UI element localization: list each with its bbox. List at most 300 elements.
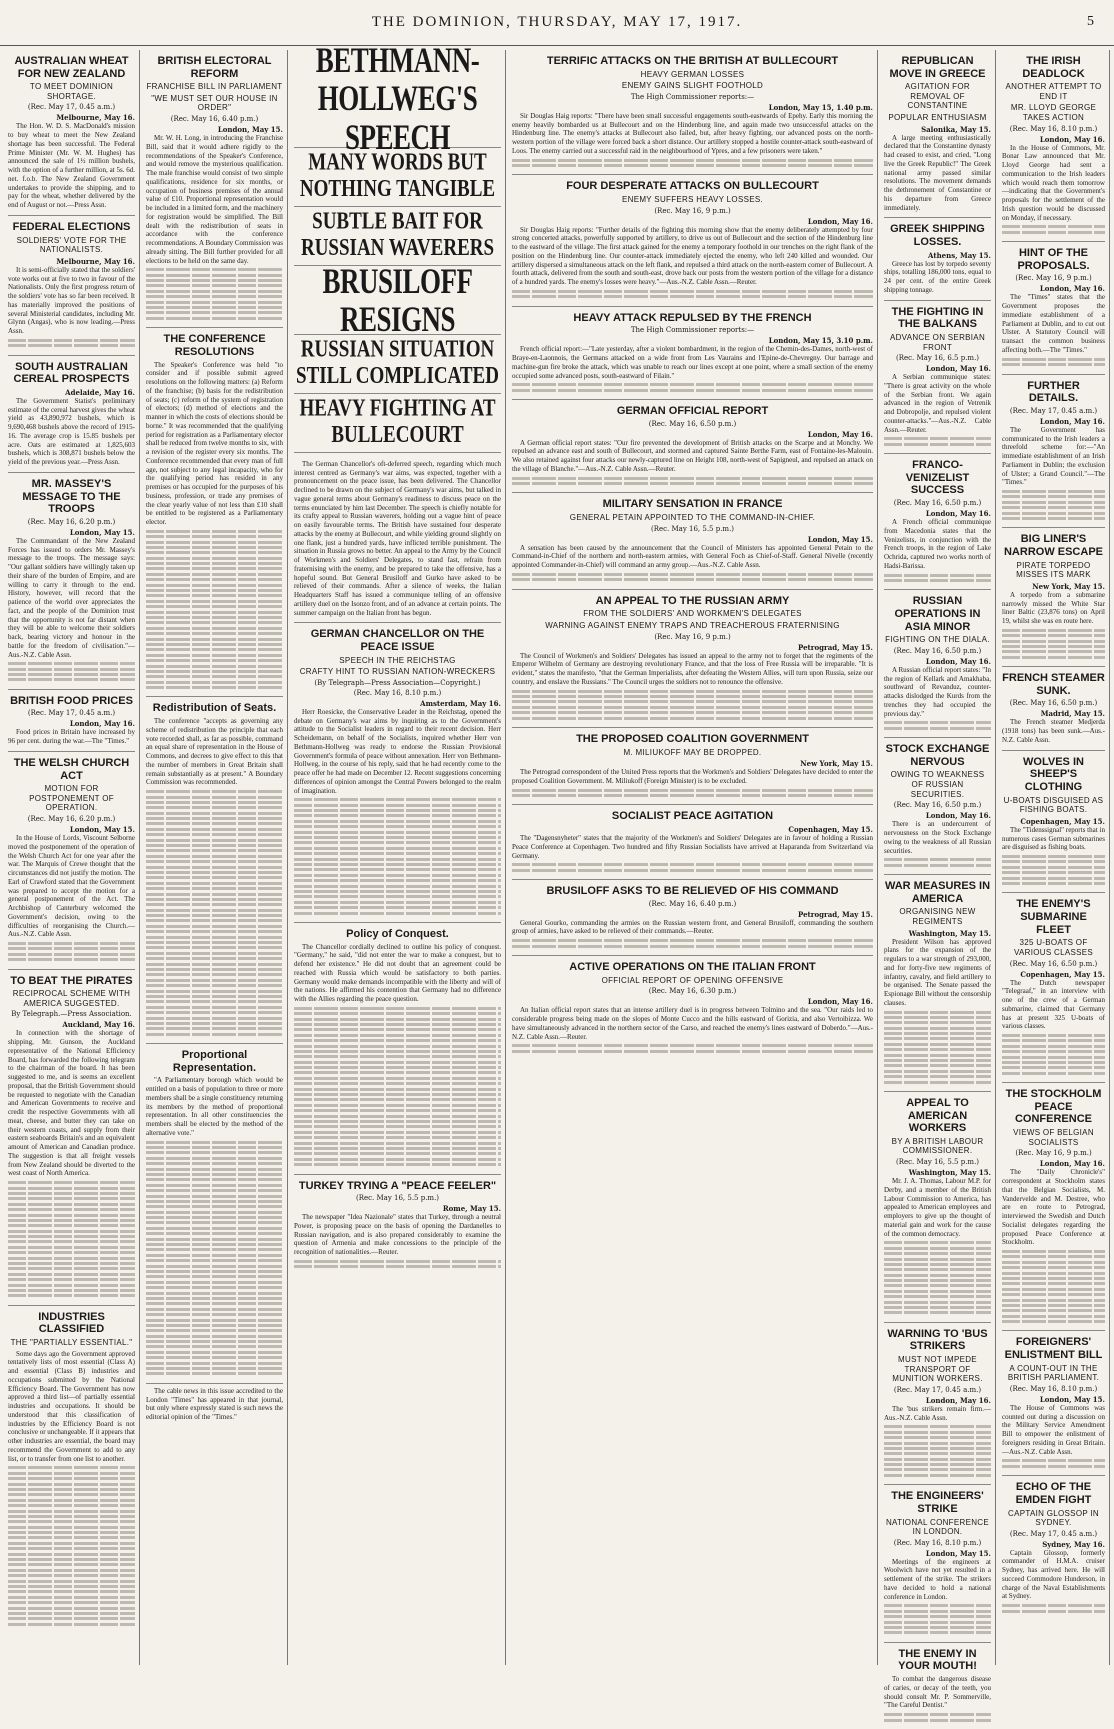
text-continuation [884,574,991,582]
article-subheadline: POPULAR ENTHUSIASM [888,113,987,123]
text-continuation [884,437,991,445]
article-subheadline: MR. LLOYD GEORGE TAKES ACTION [1010,103,1097,123]
article [512,805,873,880]
article-text: Sir Douglas Haig reports: "Further details of the fighting this morning show that the enemy deliberately attempted by four strong concerted attacks, powerfully supported by artillery, to drive us out of Bullecourt and the section of the Hindenburg line to the eastward of the village. The first attack gained for the enemy a temporary foothold in our trenches on the right flank of the position on the Hindenburg line. Our counter-attack immediately ejected the enemy, who left 240 killed and wounded. Our artillery dispersed a simultaneous attack on the left flank, and repulsed a third attack on the north-eastern corner of Bullecourt. A fourth attack, delivered from the south and south-east, drove back our posts from the western portion of the village for a distance of a hundred yards. The enemy's losses were heavy."—Aus.-N.Z. Cable Assn.—Reuter. [512,225,873,287]
article-subheadline: 325 U-BOATS OF VARIOUS CLASSES [1013,938,1094,957]
dateline: The High Commissioner reports:— [630,92,755,101]
column-3-lead [290,39,506,1665]
article [884,1323,991,1485]
text-continuation [512,863,873,871]
place-dateline: London, May 15, 1.40 p.m. [768,102,873,112]
article-headline: HINT OF THE PROPOSALS. [1017,247,1090,272]
lead-headline-3: SUBTLE BAIT FOR RUSSIAN WAVERERS [300,208,495,261]
text-continuation [1002,358,1105,366]
text-continuation [1002,1459,1105,1467]
dateline: (Rec. May 16, 9 p.m.) [654,632,731,641]
text-continuation [146,530,283,689]
place-dateline: Petrograd, May 15. [798,909,873,919]
article [146,1384,283,1427]
dateline: (Rec. May 16, 6.5 p.m.) [895,354,980,363]
lead-summary [294,457,501,624]
article [8,970,135,1306]
article [146,328,283,697]
article-text: The Petrograd correspondent of the United Press reports that the Workmen's and Soldiers' Delegates have decided to enter the proposed Coalition Government. M. Miliukoff (Foreign Minister) is to be excluded. [512,768,873,785]
article-text: Captain Glossop, formerly commander of H.M.A. cruiser Sydney, has arrived here. He will succeed Commodore Hunderson, in charge of the Naval Establishments at Sydney. [1002,1548,1105,1601]
text-continuation [512,383,873,391]
text-continuation [884,1241,991,1314]
article-subheadline: SOLDIERS' VOTE FOR THE NATIONALISTS. [16,235,127,255]
article-text: There is an undercurrent of nervousness on the Stock Exchange owing to the weakness of all Russian securities. [884,820,991,855]
dateline: (Rec. May 16, 6.50 p.m.) [893,646,982,655]
article-text: An Italian official report states that an intense artillery duel is in progress between Tolmino and the sea. "Our raids led to considerable progress being made on the slopes of Monte Cucco and the hills eastward of Gorizia, and also Vertoibizza. We have simultaneously advanced in the northern sector of the Carso, and reached the enemy's lines eastward of Doberdo."—Aus.-N.Z. Cable Assn.—Reuter. [512,1006,873,1041]
place-dateline: Petrograd, May 15. [798,642,873,652]
page-number: 5 [1087,14,1094,29]
article-headline: BRUSILOFF ASKS TO BE RELIEVED OF HIS COMMAND [546,885,839,898]
place-dateline: London, May 15. [69,527,135,537]
text-continuation [512,573,873,581]
article-subheadline: ADVANCE ON SERBIAN FRONT [889,332,986,352]
dateline: (Rec. May 16, 6.20 p.m.) [27,815,116,824]
article [8,50,135,216]
text-continuation [884,1713,991,1721]
text-continuation [1002,490,1105,520]
article-text: The Government Statist's preliminary estimate of the cereal harvest gives the wheat yield as 43,890,972 bushels, which is 9,690,468 bushels above the record of 1915-16. The average crop is 15.85 bushels per acre. Oats are estimated at 1,825,603 bushels, which is 308,871 bushels below the yield of the previous year.—Press Assn. [8,396,135,467]
article [512,175,873,306]
article [884,301,991,455]
article [8,752,135,970]
place-dateline: New York, May 15. [800,759,873,769]
article [884,738,991,875]
article [294,623,501,923]
article-headline: FEDERAL ELECTIONS [12,220,131,233]
article-subheadline: OWING TO WEAKNESS OF RUSSIAN SECURITIES. [890,770,985,799]
article [512,956,873,1060]
article-headline: WARNING TO 'BUS STRIKERS [887,1327,988,1353]
column-1 [4,50,140,1665]
article-headline: BRITISH FOOD PRICES [10,694,133,707]
dateline: (Rec. May 16, 6.30 p.m.) [648,987,737,996]
article-subheadline: ENEMY GAINS SLIGHT FOOTHOLD [621,81,764,91]
lead-headline-6: HEAVY FIGHTING AT BULLECOURT [299,395,496,448]
column-6 [998,50,1110,1665]
article-text: President Wilson has approved plans for the expansion of the regulars to a war strength of 293,000, and for forty-five new regiments of infantry, cavalry, and field artillery to be organised. The Senate passed the Espionage Bill without the censorship clauses. [884,937,991,1007]
place-dateline: New York, May 15. [1032,581,1105,591]
place-dateline: Washington, May 15. [908,1168,991,1178]
place-dateline: London, May 15. [1039,1394,1105,1404]
newspaper-title: THE DOMINION, THURSDAY, MAY 17, 1917. [371,14,743,30]
article-subheadline: RECIPROCAL SCHEME WITH AMERICA SUGGESTED. [12,989,131,1008]
dateline: (Rec. May 17, 0.45 a.m.) [1009,1529,1098,1538]
article-subheadline: CAPTAIN GLOSSOP IN SYDNEY. [1008,1508,1099,1528]
text-continuation [146,268,283,320]
text-continuation [1002,629,1105,659]
article [1002,667,1105,751]
place-dateline: Copenhagen, May 15. [1020,816,1105,826]
article-text: The "Dagensnyheter" states that the majority of the Workmen's and Soldiers' Delegates are in favour of holding a Russian Peace Conference at Copenhagen. Two hundred and fifty Russian Socialists have arrived at Haparanda from Switzerland via Germany. [512,834,873,860]
article-headline: FOREIGNERS' ENLISTMENT BILL [1004,1336,1103,1362]
article-subheadline: "WE MUST SET OUR HOUSE IN ORDER" [151,93,278,113]
text-continuation [146,1141,283,1376]
article-subheadline: M. MILIUKOFF MAY BE DROPPED. [623,747,762,757]
article-text: Greece has lost by torpedo seventy ships, totalling 186,000 tons, equal to 24 per cent. of the entire Greek shipping tonnage. [884,259,991,294]
article-subheadline: MOTION FOR POSTPONEMENT OF OPERATION. [29,784,114,813]
article-text: French official report:—"Late yesterday, after a violent bombardment, in the region of the Chemin-des-Dames, north-west of Braye-en-Laonnois, the Germans attacked on a wide front from Les Vaurains and l'Epine-de-Chevregny. Our barrage and machine-gun fire broke the attack, which was unable to reach our lines except at one point, where a small section of the enemy occupied some advanced posts, south-eastward of Filain." [512,345,873,380]
text-continuation [8,1466,135,1625]
column-5 [880,50,996,1710]
article-headline: GREEK SHIPPING LOSSES. [890,223,985,249]
article [884,875,991,1092]
article-text: "A Parliamentary borough which would be entitled on a basis of population to three or more members shall be a single constituency returning its members by the method of proportional representation. In all other constituencies the members shall be elected by the method of the alternative vote." [146,1076,283,1137]
article-headline: ECHO OF THE EMDEN FIGHT [1015,1481,1092,1506]
article-text: The Hon. W. D. S. MacDonald's mission to buy wheat to meet the New Zealand shortage has been successful. The Federal Prime Minister (Mr. W. M. Hughes) has announced the sale of 1½ million bushels, with the option of a further million, at 5s. 6d. net. f.o.b. The New Zealand Government undertakes to provide the shipping, and to pay for the wheat, whether delivered by the end of August or not.—Press Assn. [8,122,135,210]
article-text: Meetings of the engineers at Woolwich have not yet resulted in a settlement of the strike. The strikers have decided to hold a national conference in London. [884,1557,991,1601]
article-text: The newspaper "Idea Nazionale" states that Turkey, through a neutral Power, is proposing peace on the basis of opening the Dardanelles to Russian navigation, and is also prepared considerably to examine the question of Armenia and make concessions to the principle of the recognition of nationalities.—Reuter. [294,1213,501,1257]
article-text: The "Daily Chronicle's" correspondent at Stockholm states that the Belgian Socialists, M. Vandervelde and M. Destree, who are en route to Petrograd, interviewed the Swedish and Dutch Socialist delegates regarding the proposed Peace Conference at Stockholm. [1002,1168,1105,1247]
article [884,1092,991,1323]
article-headline: AUSTRALIAN WHEAT FOR NEW ZEALAND [14,55,129,80]
masthead [0,0,1114,46]
article-headline: AN APPEAL TO THE RUSSIAN ARMY [595,594,790,607]
place-dateline: London, May 16. [807,216,873,226]
article [1002,50,1105,242]
dateline: (Rec. May 16, 8.10 p.m.) [893,1538,982,1547]
article [884,1643,991,1729]
article-subheadline: HEAVY GERMAN LOSSES [640,69,745,79]
article-headline: WOLVES IN SHEEP'S CLOTHING [1023,755,1084,793]
place-dateline: London, May 16. [1039,284,1105,294]
article-headline: THE ENGINEERS' STRIKE [891,1490,984,1515]
article-headline: FRENCH STEAMER SUNK. [1002,672,1105,697]
place-dateline: Melbourne, May 16. [56,256,135,266]
article-subheadline: SPEECH IN THE REICHSTAG [339,655,456,665]
place-dateline: Athens, May 15. [928,250,991,260]
article-text: It is semi-officially stated that the soldiers' vote works out at five to two in favour of the Nationalists. Only the first progress return of the soldiers' vote has so far been received. It has materially improved the positions of several Ministerial candidates, including Mr. Glynn (Angas), who is now leading.—Press Assn. [8,265,135,336]
text-continuation [884,1011,991,1084]
text-continuation [8,662,135,681]
place-dateline: London, May 16. [807,997,873,1007]
place-dateline: London, May 16. [925,811,991,821]
text-continuation [294,1260,501,1268]
lead-headline-5: RUSSIAN SITUATION STILL COMPLICATED [296,336,499,390]
article-text: A torpedo from a submarine narrowly missed the White Star liner Baltic (23,876 tons) on April 19, whilst she was en route here. [1002,590,1105,626]
place-dateline: London, May 16. [925,509,991,519]
text-continuation [1002,225,1105,233]
dateline: (Rec. May 16, 5.5 p.m.) [895,1158,980,1167]
article-headline: THE FIGHTING IN THE BALKANS [891,305,984,331]
dateline: (Rec. May 17, 0.45 a.m.) [27,709,116,718]
article-text: The Council of Workmen's and Soldiers' Delegates has issued an appeal to the army not to forget that the regiments of the Emperor Wilhelm of Germany are destroying revolutionary France, and that the loss of Free Russia will be irreparable. "It is evident," states the manifesto, "that the German Imperialists, after defeating the Western Allies, will turn upon Russia, seize our country, and enslave the Russians." The Council urges the soldiers not to renounce the offensive. [512,651,873,686]
text-continuation [884,721,991,729]
dateline: (Rec. May 16, 9 p.m.) [1015,274,1092,283]
article [1002,375,1105,529]
text-continuation [8,942,135,961]
dateline: (Rec. May 16, 8.10 p.m.) [1009,1384,1098,1393]
article-text: General Gourko, commanding the armies on the Russian western front, and General Brusiloff, commanding the southern group of armies, have asked to be relieved of their commands.—Reuter. [512,918,873,936]
article-headline: BRITISH ELECTORAL REFORM [157,55,272,80]
article-headline: THE PROPOSED COALITION GOVERNMENT [576,732,809,745]
dateline: (Rec. May 17, 0.45 a.m.) [1009,406,1098,415]
article [884,50,991,218]
place-dateline: Rome, May 15. [442,1204,501,1214]
dateline: (Rec. May 16, 9 p.m.) [654,206,731,215]
article [884,218,991,300]
place-dateline: Madrid, May 15. [1040,709,1105,719]
article-headline: Proportional Representation. [172,1049,257,1074]
article-headline: BIG LINER'S NARROW ESCAPE [1003,533,1103,559]
article [884,590,991,738]
place-dateline: London, May 16. [925,656,991,666]
place-dateline: Washington, May 15. [908,928,991,938]
article-text: A Russian official report states: "In the region of Kellark and Amakhaba, southward of Revanduz, counter-attacks dislodged the Kurds from the trenches they had occupied the previous day." [884,665,991,718]
article-subheadline: VIEWS OF BELGIAN SOCIALISTS [1013,1128,1094,1147]
place-dateline: Salonika, May 15. [921,124,991,134]
place-dateline: Copenhagen, May 15. [1020,969,1105,979]
place-dateline: London, May 16. [69,719,135,729]
article [1002,1476,1105,1620]
article [1002,1331,1105,1476]
article-subheadline: NATIONAL CONFERENCE IN LONDON. [885,1517,990,1537]
article-headline: THE IRISH DEADLOCK [1022,55,1085,80]
text-continuation [512,290,873,298]
place-dateline: Sydney, May 16. [1042,1539,1105,1549]
article-headline: FOUR DESPERATE ATTACKS ON BULLECOURT [566,180,819,193]
text-continuation [512,477,873,485]
place-dateline: London, May 15. [925,1548,991,1558]
article-headline: WAR MEASURES IN AMERICA [884,880,991,905]
article-subheadline: U-BOATS DISGUISED AS FISHING BOATS. [1003,795,1104,815]
article-text: Mr. J. A. Thomas, Labour M.P. for Derby, and a member of the British Labour Commission to America, has appealed to American employees and employers to give up the thought of material gain and work for the cause of the common democracy. [884,1177,991,1238]
dateline: (Rec. May 17, 0.45 a.m.) [893,1385,982,1394]
article-headline: ACTIVE OPERATIONS ON THE ITALIAN FRONT [569,961,816,974]
text-continuation [512,159,873,167]
article-subheadline: CRAFTY HINT TO RUSSIAN NATION-WRECKERS [299,667,496,677]
article-text: The "Times" states that the Government proposes the immediate establishment of a Parliament at Dublin, and to cut out Ulster. A Statutory Council will transact the common business affecting both.—The "Times." [1002,293,1105,354]
article [146,697,283,1044]
article-headline: GERMAN CHANCELLOR ON THE PEACE ISSUE [310,628,485,653]
article [8,473,135,690]
article [512,50,873,175]
article-text: The Dutch newspaper "Telegraaf," in an interview with one of the crew of a German submarine, claimed that Germany has at present 325 U-boats of various classes. [1002,978,1105,1031]
place-dateline: Copenhagen, May 15. [788,825,873,835]
article-text: A Serbian communique states: "There is great activity on the whole of the Serbian front. We again advanced in the region of Vetrenik and Dobropolje, and repulsed violent counter-attacks."—Aus.-N.Z. Cable Assn.—Reuter. [884,373,991,434]
place-dateline: London, May 15. [217,125,283,135]
dateline: The High Commissioner reports:— [630,326,755,335]
article-text: In connection with the shortage of shipping, Mr. Gunson, the Auckland representative of the National Efficiency Board, has forwarded the following telegram to the chairman of the board. It has been suggested to me, and is seems an excellent proposal, that the British Government should be requested to negotiate with the Canadian and American Governments to receive and credit the respective Governments with all meat, cheese, and butter they can take on their western coasts, and supply from their eastern seaboards Britain's and an equivalent amount of American and Canadian produce. The suggestion is that all freight vessels from New Zealand should be diverted to the west coast of North America. [8,1029,135,1178]
article [512,307,873,400]
text-continuation [884,1604,991,1634]
text-continuation [294,1007,501,1166]
text-continuation [1002,1034,1105,1075]
article-headline: Redistribution of Seats. [152,702,277,715]
article-text: The Government has communicated to the Irish leaders a threefold scheme for:—"An immediate establishment of an Irish Parliament in Dublin; the exclusion of Ulster; a Grand Council."—The "Times." [1002,425,1105,487]
article [1002,751,1105,894]
article-subheadline: TO MEET DOMINION SHORTAGE. [29,82,114,101]
place-dateline: Adelaide, May 16. [65,387,135,397]
dateline: (Rec. May 16, 6.50 p.m.) [893,499,982,508]
article-text: The Speaker's Conference was held "to consider and if possible submit agreed resolutions on the following matters: (a) Reform of the franchise; (b) basis for the redistribution of seats; (c) reform of the system of registration of electors; (d) method of elections and the manner in which the costs of elections should be borne." It was recommended that the qualifying period for registration as a Parliamentary elector shall be reduced from twelve months to six, with a revision of the register every six months. The Conference recommended that every man of full age, not subject to any legal incapacity, who for the qualifying period has resided in any premises or has occupied for the purposes of his business, profession, or trade any premises of the clear yearly value of not less than £10 shall be entitled to be registered as a Parliamentary elector. [146,360,283,526]
article-headline: REPUBLICAN MOVE IN GREECE [889,55,986,80]
place-dateline: London, May 15, 3.10 p.m. [768,336,873,346]
article-subheadline: MUST NOT IMPEDE TRANSPORT OF MUNITION WORKERS. [892,1355,983,1384]
article-headline: INDUSTRIES CLASSIFIED [38,1310,105,1336]
editorial-note: The cable news in this issue accredited to the London "Times" has appeared in that journal, but only where expressly stated is such news the editorial opinion of the "Times." [146,1386,283,1422]
article-subheadline: PIRATE TORPEDO MISSES ITS MARK [1016,560,1091,580]
article-subheadline: AGITATION FOR REMOVAL OF CONSTANTINE [905,82,970,111]
dateline: (By Telegraph—Press Association—Copyright.) [314,678,481,687]
article-headline: Policy of Conquest. [346,927,449,940]
article [146,50,283,328]
dateline: (Rec. May 16, 6.50 p.m.) [1009,959,1098,968]
article-text: Mr. W. H. Long, in introducing the Franchise Bill, said that it would adhere rigidly to the recommendations of the Speaker's Conference, and would remove the mysterious qualification. The male franchise would consist of two simple qualifications, residence for six months, or occupation of business premises of the annual value of £10. Proportional representation would be included in a limited form, and the machinery for registration would be simplified. The Bill dealt with the redistribution of seats in accordance with the conference recommendations. A Boundary Commission was already sitting. The Bill further provided for all elections to be held on the same day. [146,134,283,265]
dateline: (Rec. May 16, 8.10 p.m.) [1009,124,1098,133]
dateline: (Rec. May 16, 6.20 p.m.) [27,517,116,526]
article [8,356,135,473]
dateline: (Rec. May 16, 5.5 p.m.) [650,524,735,533]
text-continuation [512,690,873,720]
dateline: (Rec. May 16, 6.50 p.m.) [1009,699,1098,708]
article-text: Sir Douglas Haig reports: "There have been small successful engagements south-eastwards of Epehy. Early this morning the enemy heavily bombarded us at Bullecourt and on the Hindenburg line, and again made two unsuccessful attacks on the Hindenburg line. The enemy's attacks at Bullecourt also failed, but, after heavy fighting, our advanced posts on the north-western portion of the village were forced back a short distance. Our artillery stopped a hostile counter-attack south-eastward of Loos. The enemy carried out a successful raid in the neighbourhood of Ypres, and a few prisoners were taken." [512,111,873,155]
text-continuation [146,790,283,1036]
article-headline: STOCK EXCHANGE NERVOUS [885,743,990,768]
article-subheadline: OFFICIAL REPORT OF OPENING OFFENSIVE [601,975,784,985]
dateline: (Rec. May 16, 6.50 p.m.) [648,419,737,428]
article-text: The conference "accepts as governing any scheme of redistribution the principle that each vote recorded shall, as far as possible, command an equal share of representation in the House of Commons, and decrees to give effect to this that the number of members in Great Britain shall remain substantially as at present." A Boundary Commission was recommended. [146,717,283,787]
article-subheadline: FIGHTING ON THE DIALA. [885,635,990,645]
text-continuation [1002,1250,1105,1323]
article-text: The "Tidenssignal" reports that in numerous cases German submarines are disguised as fishing boats. [1002,825,1105,852]
article [884,454,991,590]
article [512,880,873,956]
place-dateline: London, May 16. [807,429,873,439]
lead-text: The German Chancellor's oft-deferred speech, regarding which much interest centred as Germany's war aims, was expected, together with a pronouncement on the peace issue, has been delivered. The Chancellor declined to be drawn on the subject of Germany's war aims, but talked in vague general terms about Germany's readiness to discuss peace on the terms enunciated by him last December. The speech is chiefly notable for its crafty appeal to Russian waverers, holding out a vague hint of peace on easily favourable terms. The British have sustained four desperate attacks by the enemy at Bullecourt, and while yielding ground slightly on one flank, just a hundred yards, have inflicted terrible punishment. The situation in Russia grows no better. An appeal to the Army by the Council of Workmen's and Soldiers' Delegates, to stand fast, refrain from fraternising with the enemy, and be prepared to take the offensive, has a hopeful sound. But General Brusiloff and Gurko have asked to be relieved of their commands. After a silence of weeks, the Italian Headquarters Staff has issued a communique telling of an offensive artillery duel on the Isonzo front, and of an advance at certain points. The summer campaign on the Italian front has begun. [294,459,501,617]
article-text: A German official report states: "Our fire prevented the development of British attacks on the Scarpe and at Monchy. We repulsed an advance east and south of Bullecourt, and stormed and captured Sainte Berthe Farm, east of Fontaine-les-Malouin. We also retained against four attacks our newly-captured line on Height 108, north-west of Sapigneul, and repulsed an attack on the village of Blanche."—Aus.-N.Z. Cable Assn.—Reuter. [512,438,873,473]
article-text: In the House of Lords, Viscount Selborne moved the postponement of the operation of the Welsh Church Act for one year after the war. The Marquis of Crewe thought that the circumstances did not justify the motion. The Earl of Crawford stated that the Government was prepared to accept the motion for a general postponement of the Act. The Archbishop of Canterbury welcomed the Government's decision, owing to the difficulties of reorganising the Church.—Aus.-N.Z. Cable Assn. [8,834,135,939]
article-text: The House of Commons was counted out during a discussion on the Military Service Amendment Bill to empower the enlistment of foreigners residing in Great Britain.—Aus.-N.Z. Cable Assn. [1002,1403,1105,1456]
place-dateline: London, May 15. [807,534,873,544]
article-text: In the House of Commons, Mr. Bonar Law announced that Mr. Lloyd George had sent a communication to the Irish leaders which would reach them tomorrow—indicating that the Government's proposals for the settlement of the Irish question would be discussed on Monday, if necessary. [1002,143,1105,222]
article-subheadline: WARNING AGAINST ENEMY TRAPS AND TREACHEROUS FRATERNISING [545,620,840,630]
article-headline: RUSSIAN OPERATIONS IN ASIA MINOR [894,595,981,633]
article [1002,1083,1105,1331]
article-headline: FURTHER DETAILS. [1027,379,1080,405]
article-text: A sensation has been caused by the announcement that the Council of Ministers has appointed General Petain to the Command-in-Chief of the northern and north-eastern armies, with General Foch as Chief-of-Staff. General Nivelle (recently appointed Commander-in-Chief) will command an army group.—Aus.-N.Z. Cable Assn. [512,543,873,570]
column-4 [508,50,878,1665]
article-headline: HEAVY ATTACK REPULSED BY THE FRENCH [573,311,812,324]
article-text: The 'bus strikers remain firm.—Aus.-N.Z. Cable Assn. [884,1404,991,1422]
article-text: Food prices in Britain have increased by 96 per cent. during the war.—The "Times." [8,728,135,746]
article [884,1485,991,1643]
place-dateline: Amsterdam, May 16. [420,698,501,708]
article-headline: MILITARY SENSATION IN FRANCE [602,498,783,511]
article-text: Herr Roesicke, the Conservative Leader in the Reichstag, opened the debate on Germany's war aims by inquiring as to the Government's attitude to the Socialist leaders in regard to their recent decision. Herr Scheidemann, on behalf of the Socialists, inquired whether Herr von Bethmann-Hollweg was ready to endorse the Russian Provisional Government's formula of peace without annexation. Herr von Bethmann-Hollweg, in the course of his reply, said that he had recently come to the peace offer he had made on December 12. Recent suggestions concerning differences of opinion amongst the Central Powers belonged to the realm of imagination. [294,707,501,795]
article [8,690,135,752]
place-dateline: London, May 16. [1039,1159,1105,1169]
article [1002,893,1105,1083]
text-continuation [884,1425,991,1477]
article-subheadline: ENEMY SUFFERS HEAVY LOSSES. [621,195,764,204]
dateline: By Telegraph.—Press Association. [11,1010,132,1019]
article-headline: SOCIALIST PEACE AGITATION [611,810,774,823]
article-subheadline: THE "PARTIALLY ESSENTIAL." [10,1338,133,1348]
place-dateline: London, May 16. [1039,134,1105,144]
article-text: A French official communique from Macedonia states that the Venizelists, in conjunction with the French troops, in the region of Lake Ochrida, captured two works north of Hadsi-Barissa. [884,518,991,570]
article [1002,242,1105,374]
article-text: The Commandant of the New Zealand Forces has issued to orders Mr. Massey's message to the troops. The message says: "Our gallant soldiers have willingly taken up their share of the burden of Empire, and are willing to carry it through to the end. History, however, will record that the patience of the world over appreciates the fact, and the people of the Dominion trust that the opportunity is not far distant when they will be able to welcome their soldiers back, bearing victory and honour in the battle for the freedom of civilisation."—Aus.-N.Z. Cable Assn. [8,536,135,659]
article-text: Some days ago the Government approved tentatively lists of most essential (Class A) and essential (Class B) industries and occupations submitted by the National Efficiency Board. The Government has now approved a third list—of partially essential industries and occupations. It should be understood that this classification of industries by the Efficiency Board is not conclusive or unchangeable. If it appears that other industries are essential, the board may recommend the Government to add to any list, or to transfer from one list to another. [8,1349,135,1463]
article-text: The French steamer Medjerda (1918 tons) has been sunk.—Aus.-N.Z. Cable Assn. [1002,718,1105,744]
place-dateline: London, May 16. [925,364,991,374]
text-continuation [8,339,135,347]
place-dateline: London, May 16. [925,1395,991,1405]
text-continuation [512,1044,873,1052]
article-subheadline: A COUNT-OUT IN THE BRITISH PARLIAMENT. [1007,1363,1100,1383]
article [146,1044,283,1384]
article-text: A large meeting enthusiastically declared that the Constantine dynasty had ceased to exist, and cried, "Long live the Greek Republic!" The Greek national army passed similar resolutions. The movement demands the dethronement of Constantine or his departure from Greece immediately. [884,133,991,212]
dateline: (Rec. May 16, 6.50 p.m.) [893,801,982,810]
article-headline: THE ENEMY IN YOUR MOUTH! [898,1647,977,1673]
column-2 [142,50,288,1665]
article-headline: THE ENEMY'S SUBMARINE FLEET [1016,898,1091,936]
article [294,1175,501,1276]
text-continuation [294,798,501,914]
text-continuation [512,789,873,797]
text-continuation [512,939,873,947]
article-headline: SOUTH AUSTRALIAN CEREAL PROSPECTS [13,360,130,386]
dateline: (Rec. May 16, 5.5 p.m.) [355,1194,440,1203]
article-headline: TURKEY TRYING A "PEACE FEELER" [298,1179,497,1192]
article-headline: FRANCO-VENIZELIST SUCCESS [905,459,970,497]
article-headline: THE CONFERENCE RESOLUTIONS [163,333,266,358]
place-dateline: London, May 16. [1039,416,1105,426]
article [1002,528,1105,667]
article-subheadline: FROM THE SOLDIERS' AND WORKMEN'S DELEGATES [583,609,802,619]
article-headline: TO BEAT THE PIRATES [10,974,133,987]
article-headline: APPEAL TO AMERICAN WORKERS [906,1096,969,1135]
dateline: (Rec. May 16, 6.40 p.m.) [170,115,259,124]
article [512,590,873,728]
text-continuation [1002,1604,1105,1612]
lead-headline-4: BRUSILOFF RESIGNS [322,260,473,340]
article-subheadline: BY A BRITISH LABOUR COMMISSIONER. [891,1136,984,1156]
dateline: (Rec. May 17, 0.45 a.m.) [27,103,116,112]
article-text: To combat the dangerous disease of caries, or decay of the teeth, you should consult Mr. P. Sommerville, "The Careful Dentist." [884,1675,991,1710]
article-headline: THE STOCKHOLM PEACE CONFERENCE [1005,1088,1102,1126]
lead-headline-1: BETHMANN-HOLLWEG'S SPEECH [315,39,480,157]
article [8,1306,135,1633]
article [512,728,873,806]
text-continuation [1002,855,1105,885]
article-headline: GERMAN OFFICIAL REPORT [616,405,769,418]
article [8,216,135,356]
dateline: (Rec. May 16, 6.40 p.m.) [648,899,737,908]
article [512,400,873,493]
dateline: (Rec. May 16, 8.10 p.m.) [353,688,442,697]
dateline: (Rec. May 16, 9 p.m.) [1015,1149,1092,1158]
article [512,493,873,589]
article-subheadline: ANOTHER ATTEMPT TO END IT [1005,82,1102,101]
article-subheadline: FRANCHISE BILL IN PARLIAMENT [146,82,283,92]
place-dateline: Melbourne, May 16. [56,113,135,123]
article-headline: TERRIFIC ATTACKS ON THE BRITISH AT BULLECOURT [546,55,839,67]
place-dateline: Auckland, May 16. [62,1020,135,1030]
article-subheadline: GENERAL PETAIN APPOINTED TO THE COMMAND-IN-CHIEF. [569,513,816,523]
text-continuation [8,1181,135,1297]
article-text: The Chancellor cordially declined to outline his policy of conquest. "Germany," he said, "did not enter the war to make a conquest, but to defend her existence." He did not doubt that an agreement could be reached with Russia which would be satisfactory to both parties. Germany would make demands incompatible with the liberty and will of the nations. He affirmed his contention that Germany had no difference with the Allies regarding the peace question. [294,942,501,1004]
text-continuation [884,858,991,866]
article [294,923,501,1175]
article-headline: THE WELSH CHURCH ACT [13,756,130,782]
lead-headline-2: MANY WORDS BUT NOTHING TANGIBLE [299,149,496,202]
